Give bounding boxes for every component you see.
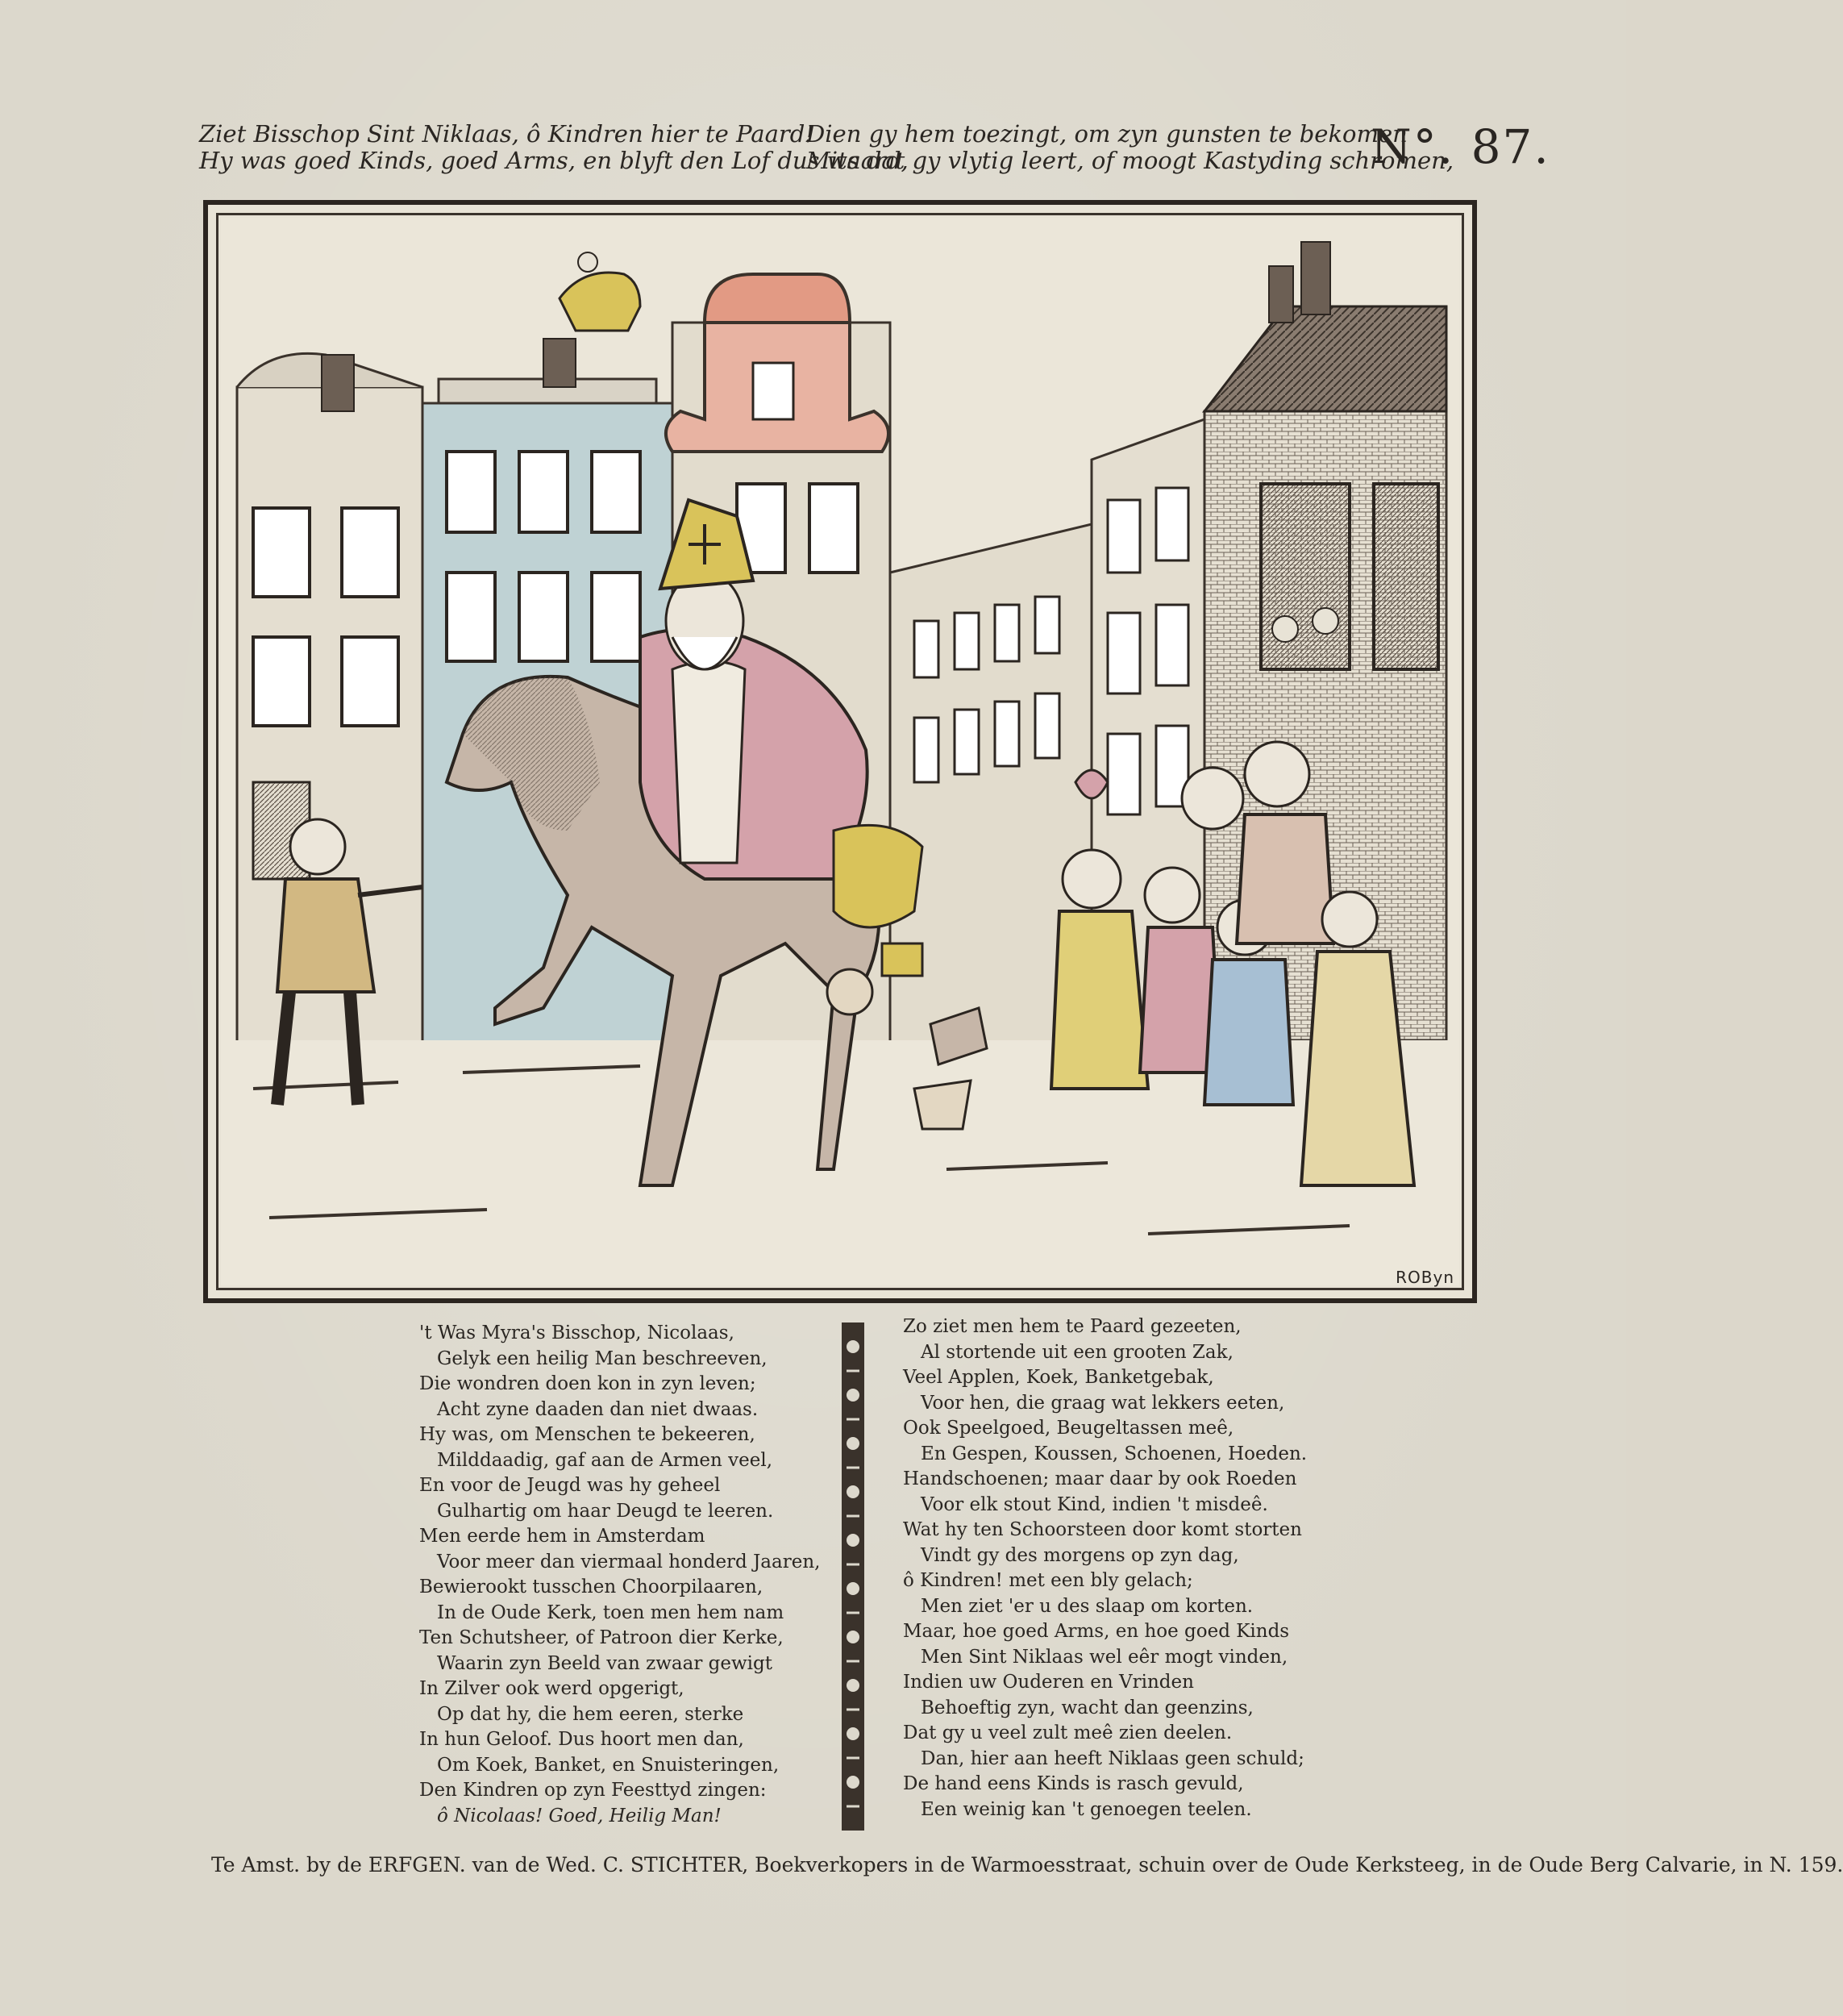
street-scene-image [221,218,1459,1285]
poem-line: Handschoenen; maar daar by ook Roeden [903,1468,1297,1489]
poem-line: Men ziet 'er u des slaap om korten. [921,1595,1254,1617]
poem-column-left [419,1321,820,1829]
poem-line: Men eerde hem in Amsterdam [419,1526,705,1547]
poem-line: Om Koek, Banket, en Snuisteringen, [437,1754,780,1776]
header-line: Dien gy hem toezingt, om zyn gunsten te bekomen [806,120,1408,148]
poem-line: Maar, hoe goed Arms, en hoe goed Kinds [903,1621,1290,1642]
poem-line: Gulhartig om haar Deugd te leeren. [437,1500,774,1522]
poem-line: Veel Applen, Koek, Banketgebak, [903,1367,1214,1388]
poem-line: En Gespen, Koussen, Schoenen, Hoeden. [921,1443,1308,1464]
poem-line: In Zilver ook werd opgerigt, [419,1678,684,1699]
poem-line: Vindt gy des morgens op zyn dag, [921,1544,1239,1566]
poem-line: Indien uw Ouderen en Vrinden [903,1672,1194,1693]
poem-line: Die wondren doen kon in zyn leven; [419,1373,756,1394]
poem-line: Waarin zyn Beeld van zwaar gewigt [437,1652,772,1674]
poem-line: Gelyk een heilig Man beschreeven, [437,1347,768,1369]
poem-line: ô Kindren! met een bly gelach; [903,1570,1193,1591]
poem-line: Ook Speelgoed, Beugeltassen meê, [903,1418,1234,1439]
header-verse-right [806,121,1454,174]
poem-column-right [903,1314,1307,1822]
poem-line: Dat gy u veel zult meê zien deelen. [903,1722,1233,1743]
poem-line: Behoeftig zyn, wacht dan geenzins, [921,1697,1254,1718]
engraver-signature: ROByn [1396,1268,1454,1287]
header-verse-left [199,121,909,174]
poem-line: Den Kindren op zyn Feesttyd zingen: [419,1780,767,1801]
poem-line: Voor hen, die graag wat lekkers eeten, [921,1392,1285,1414]
header-line: Hy was goed Kinds, goed Arms, en blyft den Lof dus waard, [199,147,909,174]
poem-line: Bewierookt tusschen Choorpilaaren, [419,1577,763,1597]
header-line: Ziet Bisschop Sint Niklaas, ô Kindren hier te Paard! [199,120,814,148]
poem-line: In hun Geloof. Dus hoort men dan, [419,1729,744,1750]
poem-line: Hy was, om Menschen te bekeeren, [419,1424,755,1445]
poem-line: Al stortende uit een grooten Zak, [921,1341,1234,1363]
poem-line: De hand eens Kinds is rasch gevuld, [903,1773,1244,1794]
poem-line: Dan, hier aan heeft Niklaas geen schuld; [921,1747,1304,1769]
poem-line: Een weinig kan 't genoegen teelen. [921,1798,1252,1820]
poem-line: Acht zyne daaden dan niet dwaas. [437,1398,759,1420]
poem-line: In de Oude Kerk, toen men hem nam [437,1602,784,1623]
floral-divider-ornament [838,1322,867,1831]
header-line: Mits dat gy vlytig leert, of moogt Kastyding schromen, [806,147,1454,174]
poem-line: 't Was Myra's Bisschop, Nicolaas, [419,1322,734,1343]
poem-line: Op dat hy, die hem eeren, sterke [437,1703,744,1725]
poem-line: Voor elk stout Kind, indien 't misdeê. [921,1493,1268,1515]
poem-line: Voor meer dan viermaal honderd Jaaren, [437,1551,821,1572]
poem-line: ô Nicolaas! Goed, Heilig Man! [437,1805,722,1826]
print-number: N°. 87. [1371,119,1550,174]
publisher-imprint: Te Amst. by de ERFGEN. van de Wed. C. STICHTER, Boekverkopers in de Warmoesstraat, schuin over de Oude Kerksteeg, in de Oude Berg Calvarie, in N. 159. [211,1853,1843,1876]
poem-line: En voor de Jeugd was hy geheel [419,1475,721,1496]
poem-line: Milddaadig, gaf aan de Armen veel, [437,1449,773,1471]
poem-line: Ten Schutsheer, of Patroon dier Kerke, [419,1627,784,1648]
woodcut-illustration [203,200,1477,1303]
poem-line: Wat hy ten Schoorsteen door komt storten [903,1519,1302,1540]
poem-line: Zo ziet men hem te Paard gezeeten, [903,1316,1242,1337]
poem-line: Men Sint Niklaas wel eêr mogt vinden, [921,1646,1288,1668]
